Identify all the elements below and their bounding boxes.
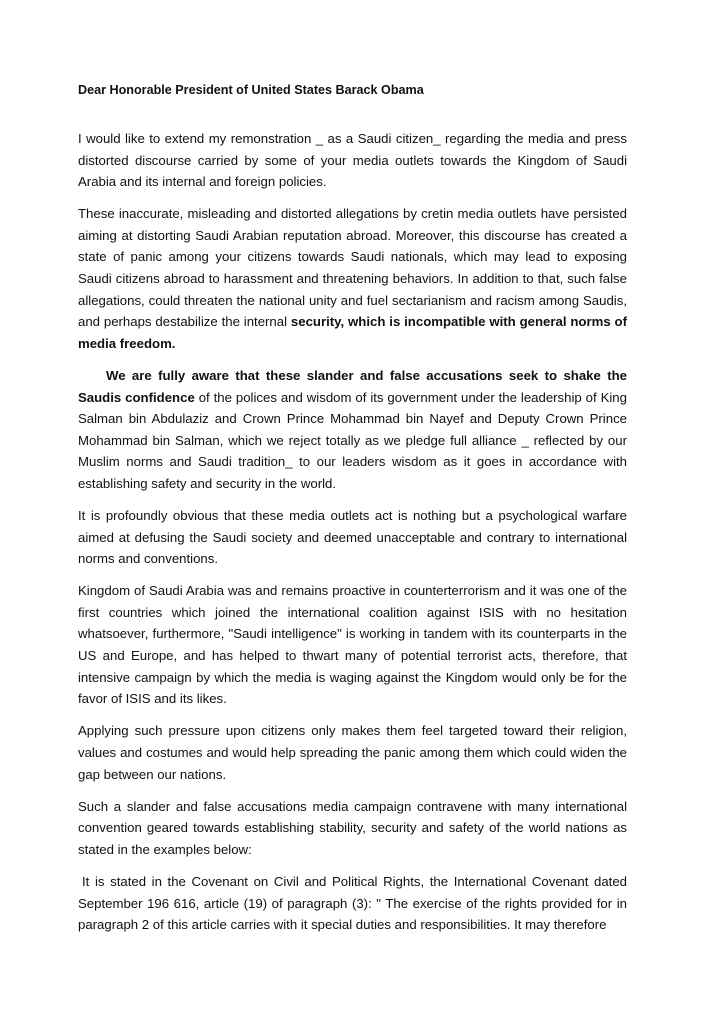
paragraph-awareness-bold: We are fully aware that these slander and false accusations seek to shake the Saudis confidence [78, 367, 627, 405]
paragraph-allegations [78, 203, 627, 354]
paragraph-allegations-text: These inaccurate, misleading and distorted allegations by cretin media outlets have persisted aiming at distorting Saudi Arabian reputation abroad. Moreover, this discourse has created a state of panic among your citizens towards Saudi nationals, which may lead to exposing Saudi citizens abroad to harassment and threatening behaviors. In addition to that, such false allegations, could threaten the national unity and fuel sectarianism and racism among Saudis, and perhaps destabilize the internal [78, 206, 627, 330]
paragraph-covenant: It is stated in the Covenant on Civil and Political Rights, the International Covenant dated September 196 616, article (19) of paragraph (3): " The exercise of the rights provided for in paragraph 2 of this article carries with it special duties and responsibilities. It may therefore [78, 873, 627, 933]
paragraph-pressure: Applying such pressure upon citizens only makes them feel targeted toward their religion, values and costumes and would help spreading the panic among them which could widen the gap between our nations. [78, 723, 627, 782]
paragraph-conventions: Such a slander and false accusations media campaign contravene with many international convention geared towards establishing stability, security and safety of the world nations as stated in the examples below: [78, 798, 627, 857]
paragraph-psychological-warfare: It is profoundly obvious that these media outlets act is nothing but a psychological warfare aimed at defusing the Saudi society and deemed unacceptable and contrary to international norms and conventions. [78, 508, 627, 567]
paragraph-remonstration: I would like to extend my remonstration _ as a Saudi citizen_ regarding the media and press distorted discourse carried by some of your media outlets towards the Kingdom of Saudi Arabia and its internal and foreign policies. [78, 131, 627, 190]
salutation: Dear Honorable President of United States Barack Obama [78, 83, 424, 97]
paragraph-allegations-bold: security, which is incompatible with general norms of media freedom. [78, 314, 627, 351]
letter-page [78, 80, 627, 946]
paragraph-awareness-text: of the polices and wisdom of its government under the leadership of King Salman bin Abdulaziz and Crown Prince Mohammad bin Nayef and Deputy Crown Prince Mohammad bin Salman, which we reject totally as we pledge full alliance _ reflected by our Muslim norms and Saudi tradition_ to our leaders wisdom as it goes in accordance with establishing safety and security in the world. [78, 389, 627, 491]
paragraph-awareness [78, 365, 627, 495]
paragraph-counterterrorism: Kingdom of Saudi Arabia was and remains proactive in counterterrorism and it was one of the first countries which joined the international coalition against ISIS with no hesitation whatsoever, furthermore, "Saudi intelligence" is working in tandem with its counterparts in the US and Europe, and has helped to thwart many of potential terrorist acts, therefore, that intensive campaign by which the media is waging against the Kingdom would only be for the favor of ISIS and its likes. [78, 583, 627, 707]
